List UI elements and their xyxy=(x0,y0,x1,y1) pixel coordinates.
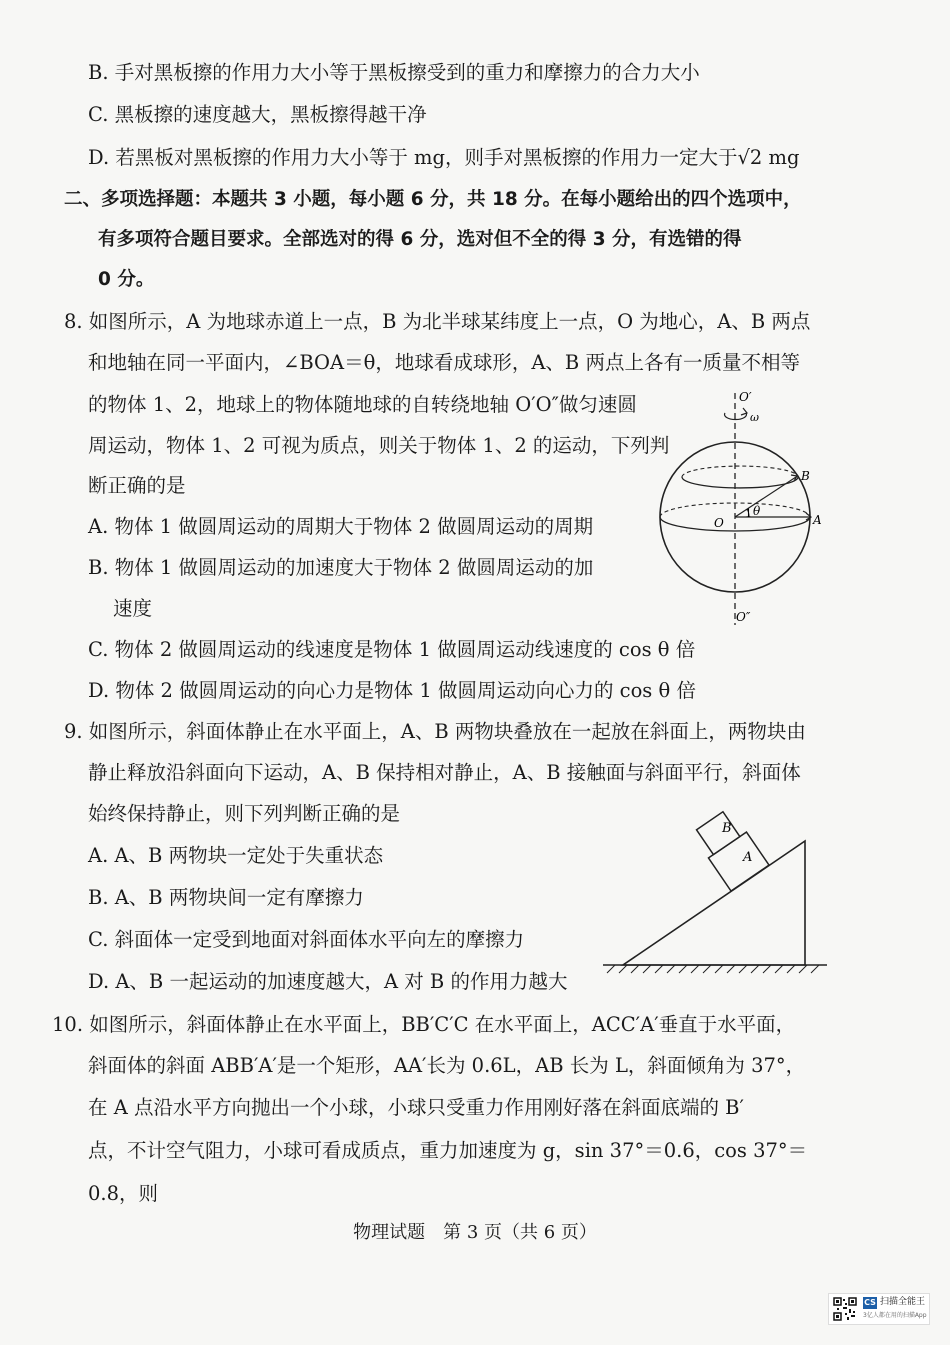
q8-stem-4: 周运动，物体 1、2 可视为质点，则关于物体 1、2 的运动，下列判 xyxy=(88,434,670,457)
q7-option-c: C. 黑板擦的速度越大，黑板擦得越干净 xyxy=(88,103,427,126)
q8-stem-2: 和地轴在同一平面内，∠BOA＝θ，地球看成球形，A、B 两点上各有一质量不相等 xyxy=(88,351,800,374)
label-o-prime: O′ xyxy=(739,390,752,404)
scanner-name: 扫描全能王 xyxy=(880,1297,926,1307)
q8-stem-5: 断正确的是 xyxy=(88,474,186,497)
latitude-back xyxy=(682,466,798,477)
label-o: O xyxy=(714,516,724,530)
q8-option-b: B. 物体 1 做圆周运动的加速度大于物体 2 做圆周运动的加 xyxy=(88,556,594,579)
q10-stem-1: 10. 如图所示，斜面体静止在水平面上，BB′C′C 在水平面上，ACC′A′垂直于水平面， xyxy=(52,1013,796,1036)
q8-stem-3: 的物体 1、2，地球上的物体随地球的自转绕地轴 O′O″做匀速圆 xyxy=(88,393,637,416)
ground-hatching xyxy=(607,965,819,973)
q10-stem-2: 斜面体的斜面 ABB′A′是一个矩形，AA′长为 0.6L，AB 长为 L，斜面倾角为 37°， xyxy=(88,1054,806,1077)
q9-option-b: B. A、B 两物块间一定有摩擦力 xyxy=(88,886,364,909)
q8-option-b-cont: 速度 xyxy=(113,597,153,620)
page-footer: 物理试题 第 3 页（共 6 页） xyxy=(353,1222,597,1243)
section2-heading: 二、多项选择题：本题共 3 小题，每小题 6 分，共 18 分。在每小题给出的四个选项中， xyxy=(64,189,802,210)
q9-option-c: C. 斜面体一定受到地面对斜面体水平向左的摩擦力 xyxy=(88,928,525,951)
label-omega: ω xyxy=(750,411,759,424)
scanner-tagline: 3亿人都在用的扫描App xyxy=(863,1312,927,1319)
q9-option-a: A. A、B 两物块一定处于失重状态 xyxy=(88,844,384,867)
label-a: A xyxy=(813,513,822,527)
section2-heading-cont: 有多项符合题目要求。全部选对的得 6 分，选对但不全的得 3 分，有选错的得 xyxy=(98,229,742,250)
qr-code-icon xyxy=(833,1297,857,1321)
q10-stem-5: 0.8，则 xyxy=(88,1182,159,1205)
block-stack xyxy=(692,807,769,891)
incline-figure xyxy=(595,795,835,975)
q9-stem-2: 静止释放沿斜面向下运动，A、B 保持相对静止，A、B 接触面与斜面平行，斜面体 xyxy=(88,761,801,784)
q10-stem-3: 在 A 点沿水平方向抛出一个小球，小球只受重力作用刚好落在斜面底端的 B′ xyxy=(88,1096,744,1119)
label-b: B xyxy=(801,469,810,483)
q9-option-d: D. A、B 一起运动的加速度越大，A 对 B 的作用力越大 xyxy=(88,970,568,993)
q9-stem-1: 9. 如图所示，斜面体静止在水平面上，A、B 两物块叠放在一起放在斜面上，两物块由 xyxy=(64,720,806,743)
label-theta: θ xyxy=(753,504,761,518)
scanner-logo: CS xyxy=(864,1298,876,1307)
section2-heading-end: 0 分。 xyxy=(98,269,155,290)
q9-stem-3: 始终保持静止，则下列判断正确的是 xyxy=(88,802,401,825)
label-o-double-prime: O″ xyxy=(736,610,751,624)
label-one: 1 xyxy=(745,507,752,520)
label-block-b: B xyxy=(722,821,732,836)
q8-option-a: A. 物体 1 做圆周运动的周期大于物体 2 做圆周运动的周期 xyxy=(88,515,594,538)
scanner-watermark xyxy=(828,1293,930,1325)
q10-stem-4: 点，不计空气阻力，小球可看成质点，重力加速度为 g，sin 37°＝0.6，cos 37°＝ xyxy=(88,1139,808,1162)
q7-option-b: B. 手对黑板擦的作用力大小等于黑板擦受到的重力和摩擦力的合力大小 xyxy=(88,61,700,84)
earth-figure xyxy=(650,385,825,630)
q8-stem-1: 8. 如图所示，A 为地球赤道上一点，B 为北半球某纬度上一点，O 为地心，A、B 两点 xyxy=(64,310,811,333)
label-block-a: A xyxy=(743,850,753,865)
latitude-front xyxy=(682,477,798,488)
q7-option-d: D. 若黑板对黑板擦的作用力大小等于 mg，则手对黑板擦的作用力一定大于√2 mg xyxy=(88,146,800,169)
q8-option-d: D. 物体 2 做圆周运动的向心力是物体 1 做圆周运动向心力的 cos θ 倍 xyxy=(88,679,696,702)
q8-option-c: C. 物体 2 做圆周运动的线速度是物体 1 做圆周运动线速度的 cos θ 倍 xyxy=(88,638,696,661)
